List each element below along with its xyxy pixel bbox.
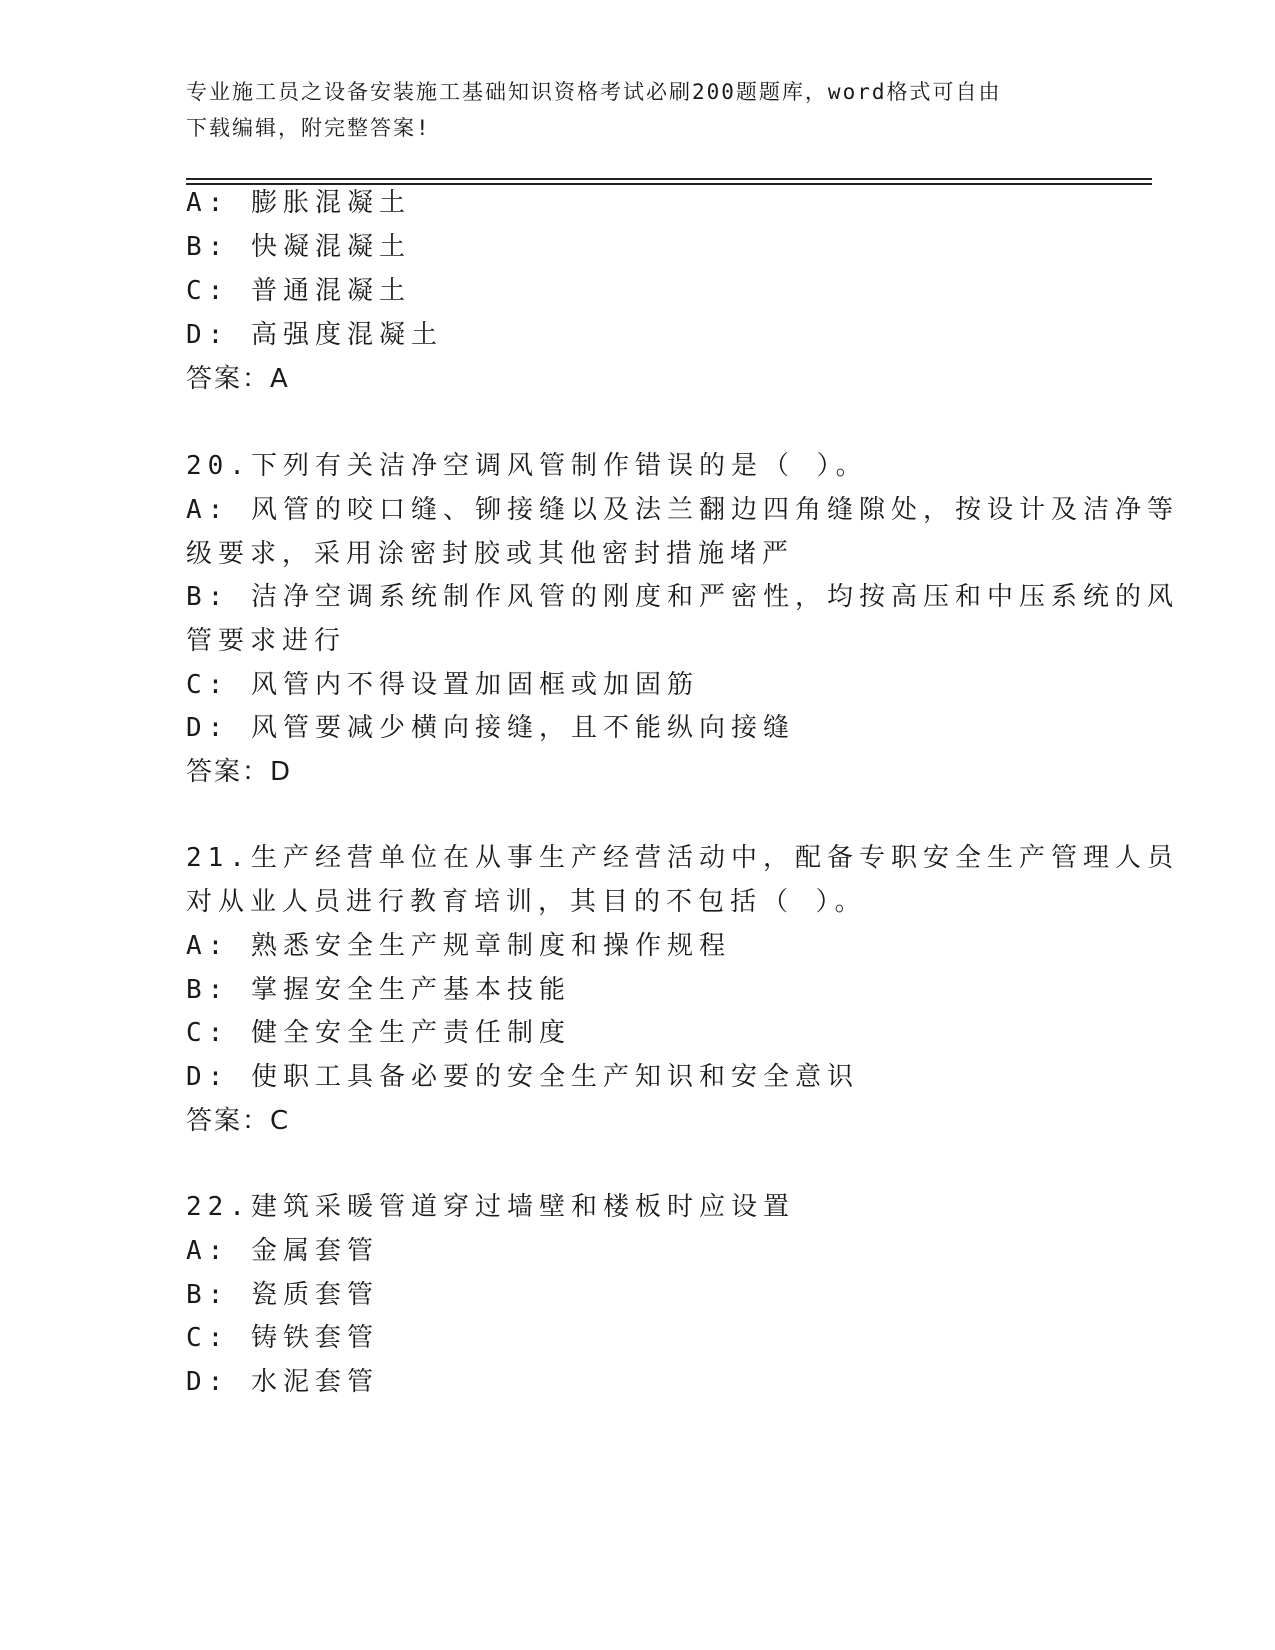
q22-option-c: C: 铸铁套管 [186,1323,379,1353]
document-header [186,74,1076,146]
q21-stem-line-1: 21.生产经营单位在从事生产经营活动中，配备专职安全生产管理人员 [186,843,1179,873]
q20-option-c: C: 风管内不得设置加固框或加固筋 [186,670,699,700]
q20-option-b-continued: 管要求进行 [186,626,347,656]
q19-answer: 答案：A [186,364,290,394]
q22-stem: 22.建筑采暖管道穿过墙壁和楼板时应设置 [186,1192,795,1222]
header-line-2: 下载编辑，附完整答案! [186,116,431,140]
q19-option-c: C: 普通混凝土 [186,276,411,306]
q22-option-a: A: 金属套管 [186,1236,379,1266]
q20-option-d: D: 风管要减少横向接缝，且不能纵向接缝 [186,713,795,743]
q20-answer: 答案：D [186,757,293,787]
q20-option-a: A: 风管的咬口缝、铆接缝以及法兰翻边四角缝隙处，按设计及洁净等 [186,495,1179,525]
q22-option-b: B: 瓷质套管 [186,1280,379,1310]
q20-option-a-continued: 级要求，采用涂密封胶或其他密封措施堵严 [186,539,795,569]
q21-stem-line-2: 对从业人员进行教育培训，其目的不包括（ ）。 [186,887,867,917]
q20-stem: 20.下列有关洁净空调风管制作错误的是（ ）。 [186,451,868,481]
q22-option-d: D: 水泥套管 [186,1367,379,1397]
q21-option-b: B: 掌握安全生产基本技能 [186,975,571,1005]
q21-option-a: A: 熟悉安全生产规章制度和操作规程 [186,931,731,961]
q21-answer: 答案：C [186,1106,291,1136]
header-divider-bottom [186,183,1152,185]
q21-option-c: C: 健全安全生产责任制度 [186,1018,571,1048]
q21-option-d: D: 使职工具备必要的安全生产知识和安全意识 [186,1062,859,1092]
header-divider-top [186,178,1152,180]
q19-option-a: A: 膨胀混凝土 [186,188,411,218]
header-line-1: 专业施工员之设备安装施工基础知识资格考试必刷200题题库，word格式可自由 [186,80,1002,104]
q19-option-b: B: 快凝混凝土 [186,232,411,262]
q20-option-b: B: 洁净空调系统制作风管的刚度和严密性，均按高压和中压系统的风 [186,582,1179,612]
q19-option-d: D: 高强度混凝土 [186,320,443,350]
